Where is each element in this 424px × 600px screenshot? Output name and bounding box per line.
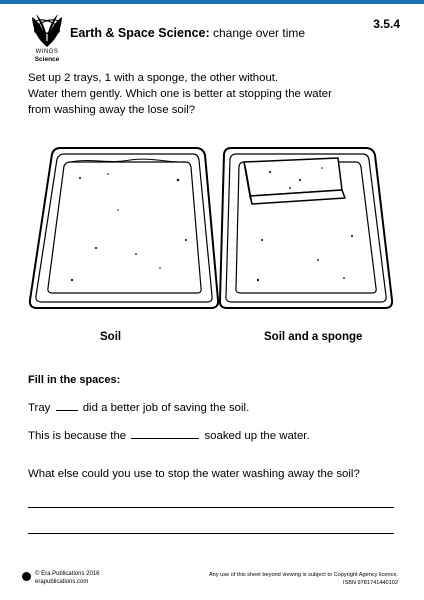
title-topic: change over time (209, 26, 306, 40)
sentence-2-end: soaked up the water. (204, 430, 310, 442)
footer-copyright: © Era Publications 2016 (35, 571, 100, 577)
trays-illustration (0, 140, 424, 320)
tray-soil-illustration (30, 148, 218, 308)
top-accent-bar (0, 0, 424, 4)
extension-question: What else could you use to stop the water washing away the soil? (28, 468, 360, 480)
answer-line-1[interactable] (28, 507, 394, 508)
page-title (70, 26, 305, 40)
logo-text-science: Science (34, 56, 60, 63)
title-subject: Earth & Space Science: (70, 26, 210, 40)
sentence-2-start: This is because the (28, 430, 127, 442)
fill-in-sentence-1 (28, 400, 249, 414)
soil-specks-left (71, 173, 187, 281)
wings-science-logo-icon (30, 11, 64, 49)
tray-label-soil-and-sponge: Soil and a sponge (264, 331, 363, 343)
instructions (28, 70, 400, 118)
sentence-1-end: did a better job of saving the soil. (82, 402, 250, 414)
footer-copyright-notice: Any use of this sheet beyond viewing is subject to Copyright Agency licence. (208, 572, 398, 578)
tray-label-soil: Soil (100, 331, 122, 343)
logo-text-wings: WINGS (35, 49, 59, 55)
fill-in-heading: Fill in the spaces: (28, 374, 121, 386)
sentence-1-start: Tray (28, 402, 51, 414)
instruction-line-2: Water them gently. Which one is better at stopping the water (28, 88, 332, 100)
wings-science-logo (26, 11, 68, 61)
instruction-line-1: Set up 2 trays, 1 with a sponge, the other without. (28, 72, 279, 84)
footer-website: erapublications.com (35, 579, 89, 585)
sheet-code: 3.5.4 (373, 17, 400, 31)
footer-licence (209, 572, 398, 587)
tray-answer-blank[interactable] (56, 400, 78, 411)
instruction-line-3: from washing away the lose soil? (28, 104, 196, 116)
answer-line-2[interactable] (28, 533, 394, 534)
footer-isbn: ISBN 9781741440102 (342, 579, 398, 586)
sponge-illustration (244, 158, 345, 204)
reason-answer-blank[interactable] (131, 428, 199, 439)
era-publications-mark-icon (22, 572, 31, 581)
fill-in-sentence-2 (28, 428, 310, 442)
